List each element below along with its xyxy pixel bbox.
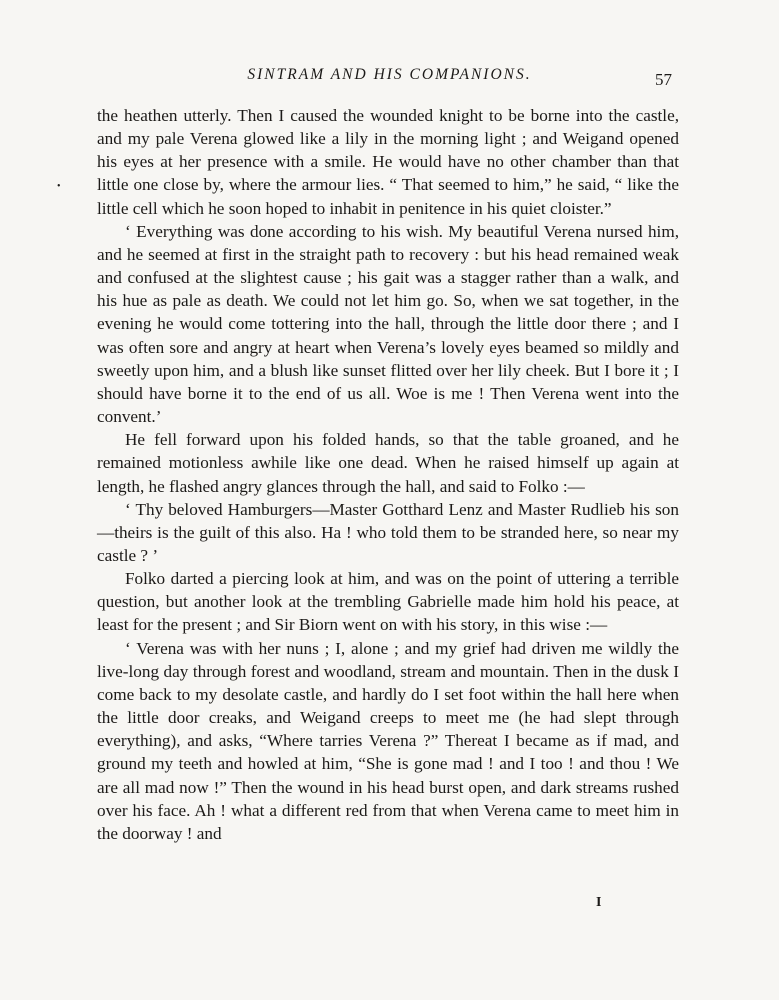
paragraph: ‘ Verena was with her nuns ; I, alone ; and my grief had driven me wildly the live-long day through forest and woodland, stream and mountain. Then in the dusk I come back to my desolate castle, and hardly do I set foot within the hall here when the little door creaks, and Weigand creeps to meet me (he had slept through everything), and asks, “Where tarries Verena ?” Thereat I became as if mad, and ground my teeth and howled at him, “She is gone mad ! and I too ! and thou ! We are all mad now !” Then the wound in his head burst open, and dark streams rushed over his face. Ah ! what a different red from that when Verena came to meet him in the doorway ! and — [97, 638, 679, 843]
paragraph-continued: the heathen utterly. Then I caused the wounded knight to be borne into the castle, and my pale Verena glowed like a lily in the morning light ; and Weigand opened his eyes at her presence with a smile. He would have no other chamber than that little one close by, where the armour lies. “ That seemed to him,” he said, “ like the little cell which he soon hoped to inhabit in penitence in his quiet cloister.” — [97, 106, 679, 218]
margin-dot-icon: • — [57, 181, 61, 192]
paragraph: ‘ Thy beloved Hamburgers—Master Gotthard Lenz and Master Rudlieb his son—theirs is the guilt of this also. Ha ! who told them to be stranded here, so near my castle ? ’ — [97, 499, 679, 565]
page-number: 57 — [655, 70, 672, 89]
paragraph: He fell forward upon his folded hands, so that the table groaned, and he remained motionless awhile like one dead. When he raised himself up again at length, he flashed angry glances through the hall, and said to Folko :— — [97, 430, 679, 496]
running-title: SINTRAM AND HIS COMPANIONS. — [247, 66, 532, 83]
paragraph: ‘ Everything was done according to his wish. My beautiful Verena nursed him, and he seemed at first in the straight path to recovery : but his head remained weak and confused at the slightest cause ; his gait was a stagger rather than a walk, and his hue as pale as death. We could not let him go. So, when we sat together, in the evening he would come tottering into the hall, through the little door there ; and I was often sore and angry at heart when Verena’s lovely eyes beamed so mildly and sweetly upon him, and a blush like sunset flitted over her lily cheek. But I bore it ; I should have borne it to the end of us all. Woe is me ! Then Verena went into the convent.’ — [97, 221, 679, 427]
body-text — [97, 104, 679, 845]
paragraph: Folko darted a piercing look at him, and was on the point of uttering a terrible question, but another look at the trembling Gabrielle made him hold his peace, at least for the present ; and Sir Biorn went on with his story, in this wise :— — [97, 569, 679, 635]
signature-mark: I — [596, 895, 602, 910]
